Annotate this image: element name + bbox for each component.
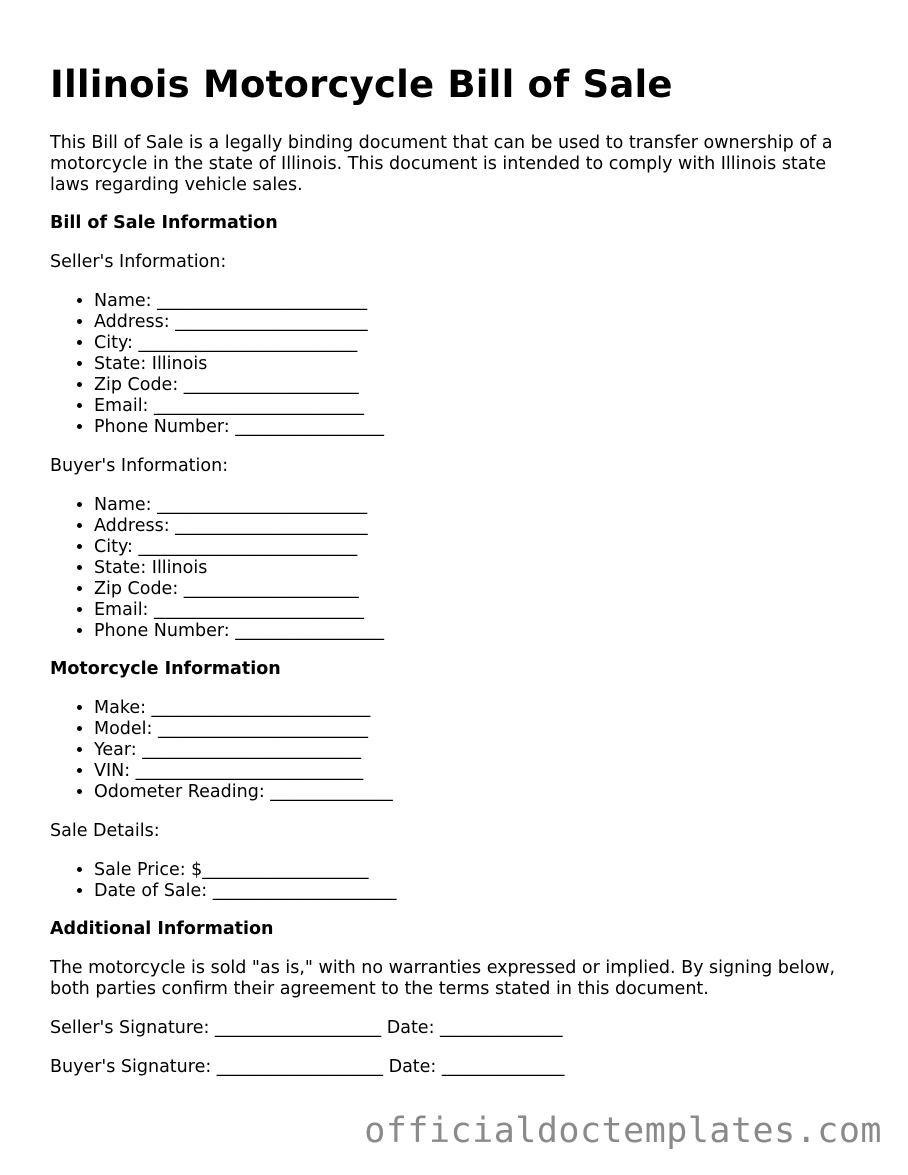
bill-info-heading: Bill of Sale Information [50,213,278,233]
motorcycle-odometer-field: • Odometer Reading: ______________ [94,782,860,803]
document-page [50,62,860,1078]
sale-price-field: • Sale Price: $___________________ [94,860,860,881]
seller-signature-line: Seller's Signature: ___________________ Date: ______________ [50,1018,563,1038]
intro-paragraph: This Bill of Sale is a legally binding document that can be used to transfer ownership of a motorcycle in the state of Illinois. This document is intended to comply with Illinois state laws regarding vehicle sales. [50,133,833,195]
document-title: Illinois Motorcycle Bill of Sale [50,63,673,106]
buyer-address-field: • Address: ______________________ [94,516,860,537]
watermark-text: officialdoctemplates.com [364,1111,882,1151]
seller-heading: Seller's Information: [50,252,227,272]
buyer-city-field: • City: _________________________ [94,537,860,558]
motorcycle-model-field: • Model: ________________________ [94,719,860,740]
buyer-name-field: • Name: ________________________ [94,495,860,516]
seller-city-field: • City: _________________________ [94,333,860,354]
buyer-zip-field: • Zip Code: ____________________ [94,579,860,600]
sale-fields-list [50,860,860,902]
motorcycle-vin-field: • VIN: __________________________ [94,761,860,782]
seller-state-field: • State: Illinois [94,354,860,375]
seller-zip-field: • Zip Code: ____________________ [94,375,860,396]
seller-address-field: • Address: ______________________ [94,312,860,333]
additional-text: The motorcycle is sold "as is," with no warranties expressed or implied. By signing below, both parties confirm their agreement to the terms stated in this document. [50,958,836,999]
buyer-heading: Buyer's Information: [50,456,229,476]
seller-name-field: • Name: ________________________ [94,291,860,312]
buyer-signature-line: Buyer's Signature: ___________________ Date: ______________ [50,1057,565,1077]
motorcycle-heading: Motorcycle Information [50,659,281,679]
sale-date-field: • Date of Sale: _____________________ [94,881,860,902]
seller-phone-field: • Phone Number: _________________ [94,417,860,438]
seller-fields-list [50,291,860,438]
motorcycle-fields-list [50,698,860,803]
motorcycle-year-field: • Year: _________________________ [94,740,860,761]
motorcycle-make-field: • Make: _________________________ [94,698,860,719]
buyer-fields-list [50,495,860,642]
buyer-phone-field: • Phone Number: _________________ [94,621,860,642]
sale-heading: Sale Details: [50,821,160,841]
buyer-state-field: • State: Illinois [94,558,860,579]
additional-heading: Additional Information [50,919,274,939]
seller-email-field: • Email: ________________________ [94,396,860,417]
buyer-email-field: • Email: ________________________ [94,600,860,621]
